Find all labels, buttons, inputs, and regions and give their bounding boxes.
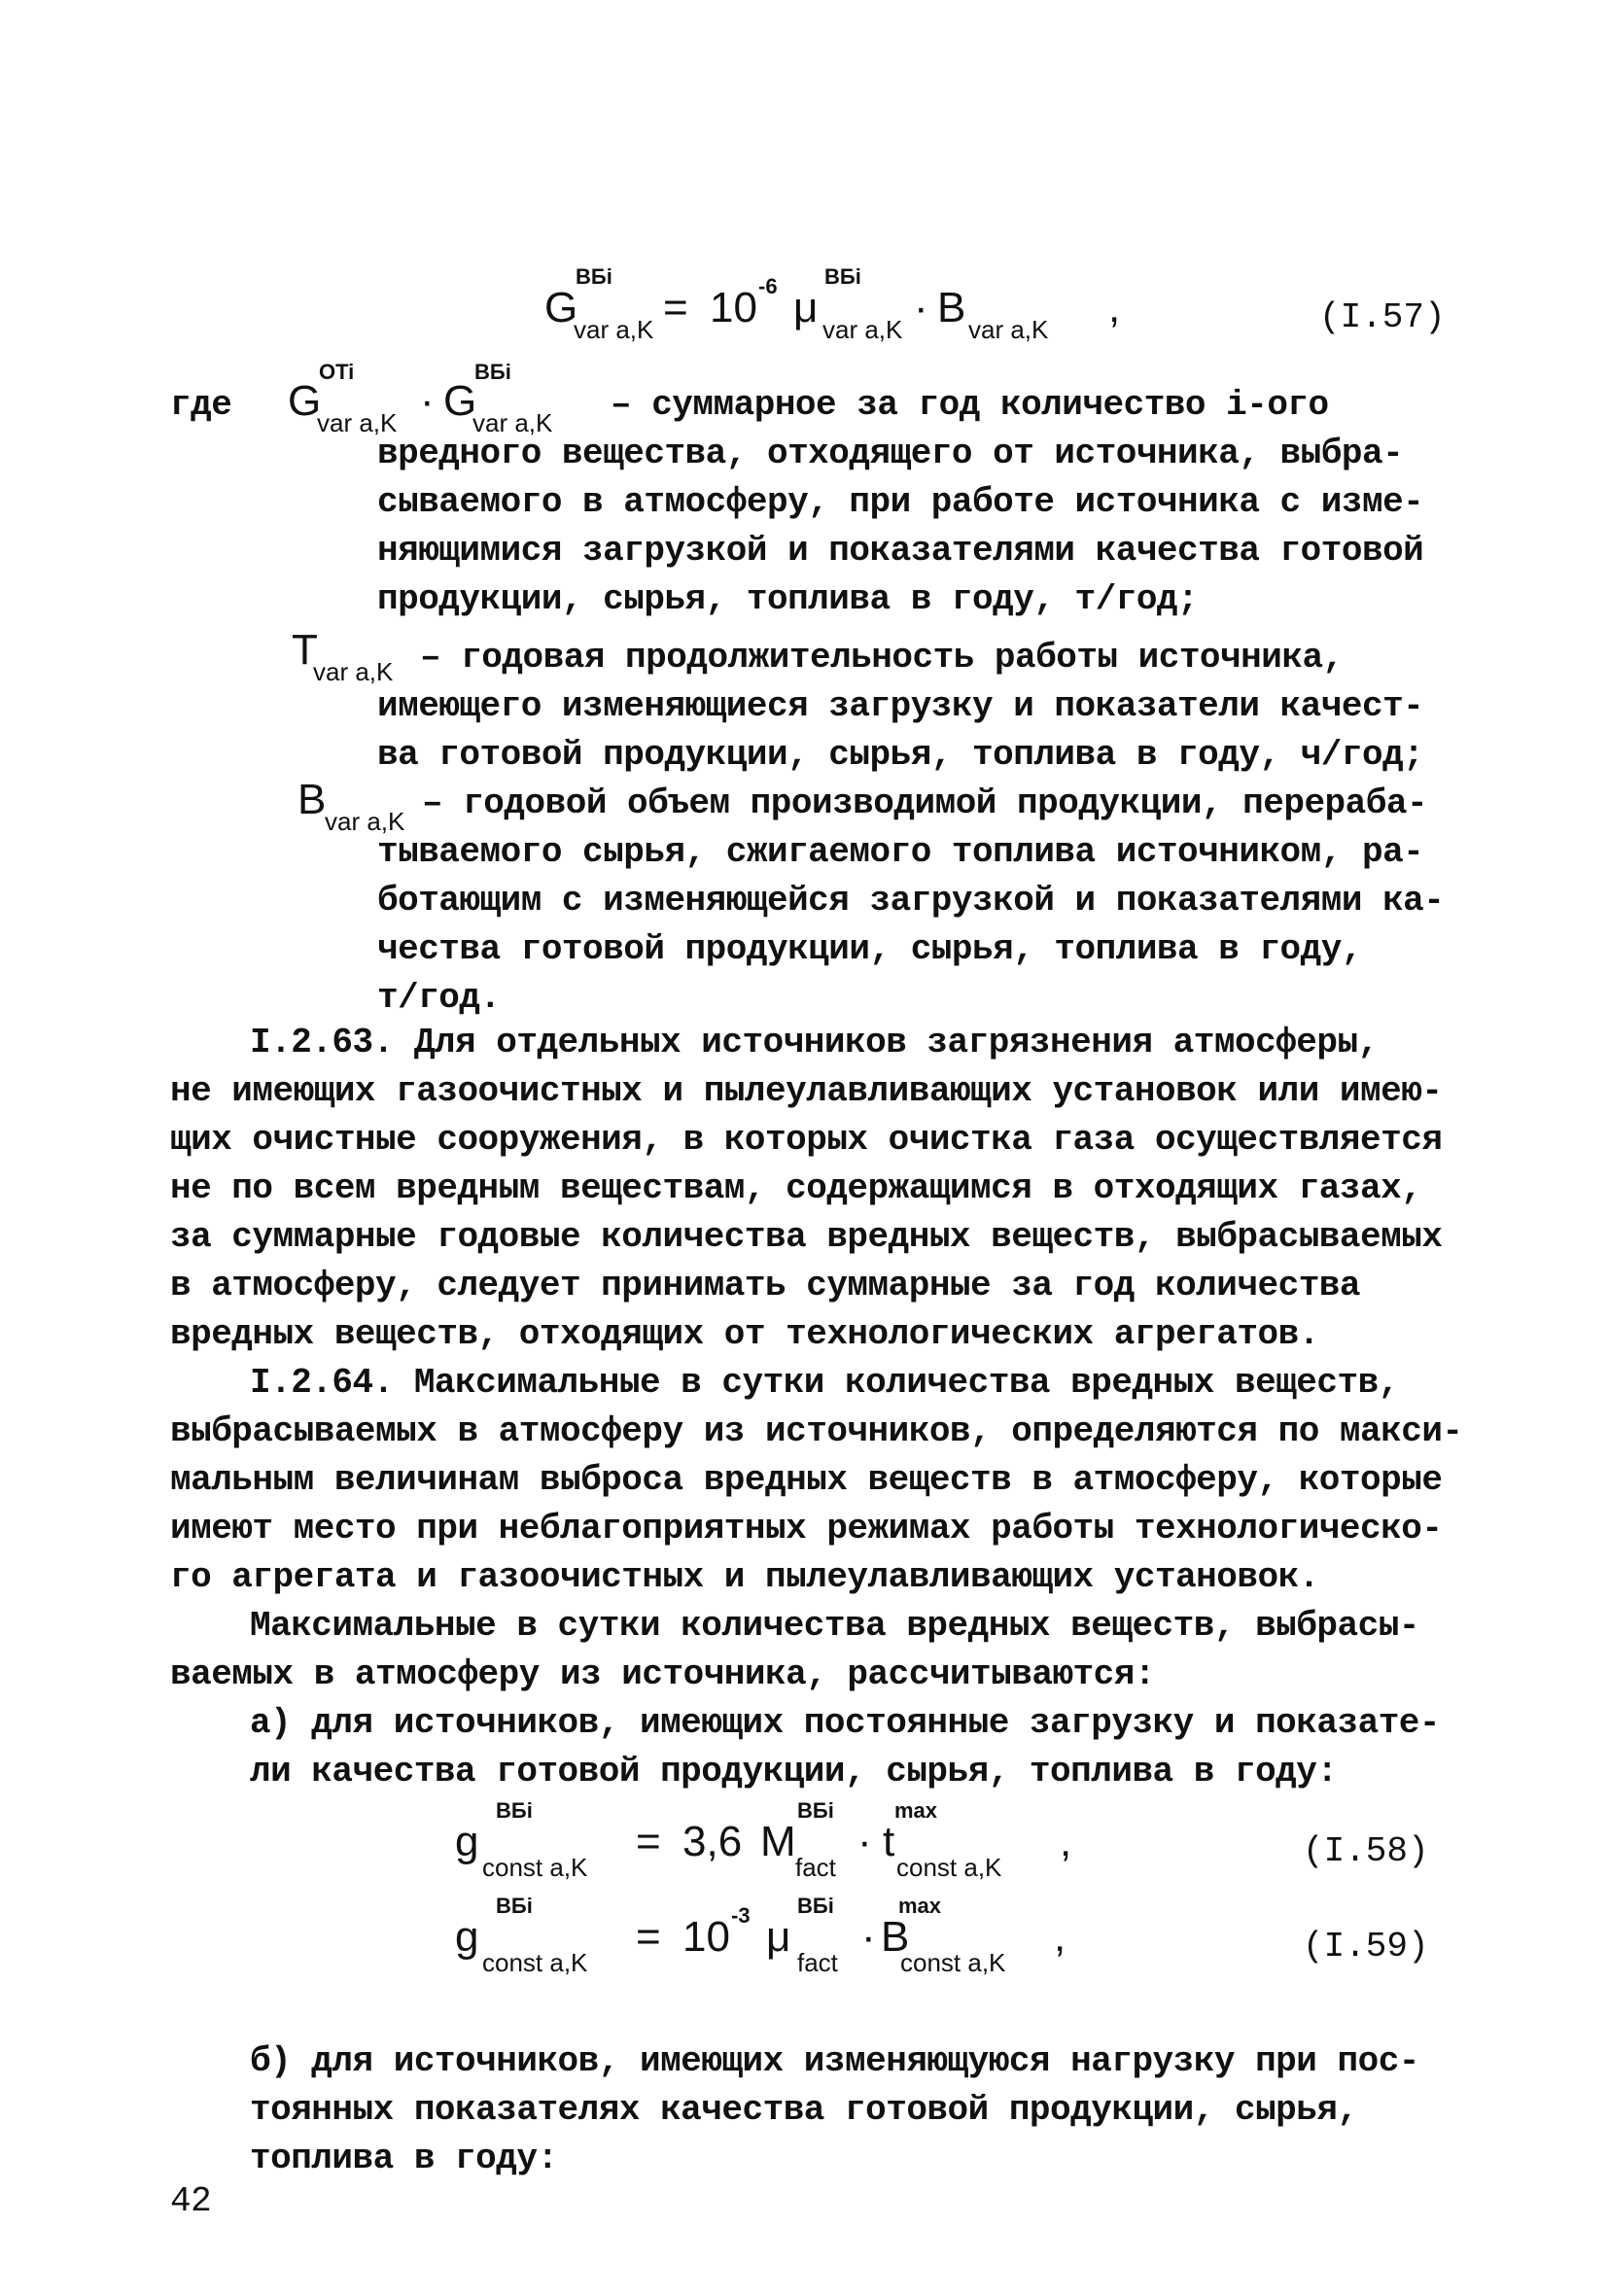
def2-line-0: – годовая продолжительность работы источника, — [420, 638, 1344, 678]
formula-i57-dot: · — [914, 284, 928, 331]
para-max-line-0: Максимальные в сутки количества вредных веществ, выбрасы- — [250, 1606, 1419, 1646]
formula-i59-mu-sub: fact — [797, 1948, 838, 1977]
formula-i58-t-sup: max — [894, 1798, 938, 1823]
para-1263-line-5: в атмосферу, следует принимать суммарные за год количества — [170, 1266, 1361, 1305]
item-a-line-1: ли качества готовой продукции, сырья, топлива в году: — [250, 1752, 1338, 1792]
formula-i57-lhs-sub: var a,K — [574, 315, 654, 344]
para-max-line-1: ваемых в атмосферу из источника, рассчитываются: — [170, 1654, 1155, 1694]
def3-sub: var a,K — [325, 807, 405, 836]
formula-i57-equals: = — [663, 284, 688, 331]
def2-line-1: имеющего изменяющиеся загрузку и показатели качест- — [377, 686, 1424, 726]
formula-i57-lhs-sup: ВБi — [576, 264, 612, 289]
formula-i59-b-sub: const a,K — [900, 1948, 1006, 1977]
def1-sym1: G — [288, 377, 322, 425]
def2-sub: var a,K — [313, 657, 394, 686]
formula-i58-dot: · — [857, 1818, 872, 1865]
formula-i59 — [455, 1894, 1447, 1981]
formula-i59-lhs: g — [455, 1913, 479, 1961]
para-1263-line-0: I.2.63. Для отдельных источников загрязнения атмосферы, — [250, 1023, 1379, 1062]
def3-line-3: чества готовой продукции, сырья, топлива в году, — [377, 929, 1362, 969]
formula-i59-dot: · — [861, 1913, 876, 1961]
def2-symbol — [292, 622, 418, 690]
def1-continuation — [377, 430, 1424, 624]
para-1263-line-4: за суммарные годовые количества вредных веществ, выбрасываемых — [170, 1217, 1443, 1257]
formula-i59-lhs-sup: ВБi — [496, 1894, 533, 1918]
formula-i58-t-sub: const a,K — [896, 1853, 1002, 1882]
item-b-line-2: топлива в году: — [250, 2139, 558, 2178]
def2-line-2: ва готовой продукции, сырья, топлива в году, ч/год; — [377, 735, 1424, 775]
def3-line-1: тываемого сырья, сжигаемого топлива источником, ра- — [377, 832, 1424, 872]
paragraph-1-2-64 — [170, 1359, 1463, 1602]
def2-sym: T — [292, 626, 318, 674]
para-1263-line-3: не по всем вредным веществам, содержащимся в отходящих газах, — [170, 1168, 1422, 1208]
def1-line-2: сываемого в атмосферу, при работе источника с изме- — [377, 482, 1424, 522]
formula-i59-b-sup: max — [898, 1894, 942, 1918]
item-b-line-1: тоянных показателях качества готовой продукции, сырья, — [250, 2090, 1358, 2130]
def1-sym1-sup: OTi — [319, 360, 355, 384]
para-1264-line-3: имеют место при неблагоприятных режимах работы технологическо- — [170, 1509, 1443, 1548]
formula-i59-mu: μ — [766, 1913, 791, 1961]
formula-i59-lhs-sub: const a,K — [482, 1948, 588, 1977]
def2-continuation — [377, 682, 1424, 780]
formula-i58 — [455, 1798, 1447, 1886]
item-a — [250, 1699, 1440, 1796]
paragraph-1-2-63 — [170, 1019, 1442, 1359]
formula-i58-equals: = — [636, 1818, 661, 1865]
def1-sym1-sub: var a,K — [317, 408, 398, 437]
def3-continuation — [377, 828, 1445, 1023]
formula-i58-coef: 3,6 — [682, 1818, 743, 1865]
para-1263-line-6: вредных веществ, отходящих от технологических агрегатов. — [170, 1314, 1319, 1354]
formula-i57-trail: , — [1108, 284, 1121, 331]
formula-i57-b-sub: var a,K — [968, 315, 1049, 344]
formula-i57-factor: 10 — [710, 284, 757, 331]
def1-line-3: няющимися загрузкой и показателями качества готовой — [377, 531, 1424, 571]
def3-sym: B — [297, 776, 327, 823]
formula-i57-b: B — [937, 284, 966, 331]
def1-line-1: вредного вещества, отходящего от источника, выбра- — [377, 434, 1404, 473]
formula-i57-number: (I.57) — [1319, 297, 1446, 337]
paragraph-max — [170, 1602, 1419, 1699]
formula-i58-lhs: g — [455, 1818, 479, 1865]
para-1263-line-1: не имеющих газоочистных и пылеулавливающих установок или имею- — [170, 1071, 1443, 1111]
para-1264-line-4: го агрегата и газоочистных и пылеулавливающих установок. — [170, 1557, 1319, 1597]
formula-i59-number: (I.59) — [1303, 1927, 1429, 1966]
para-1264-line-1: выбрасываемых в атмосферу из источников, определяются по макси- — [170, 1411, 1463, 1451]
def1-sep: · — [420, 377, 435, 425]
def1-line-4: продукции, сырья, топлива в году, т/год; — [377, 579, 1199, 619]
def1-sym2: G — [443, 377, 477, 425]
def3-line-2: ботающим с изменяющейся загрузкой и показателями ка- — [377, 881, 1445, 921]
formula-i57-mu-sup: ВБi — [824, 264, 861, 289]
formula-i58-m-sub: fact — [795, 1853, 836, 1882]
item-a-line-0: а) для источников, имеющих постоянные загрузку и показате- — [250, 1703, 1441, 1743]
def1-sym2-sup: ВБi — [474, 360, 511, 384]
formula-i58-m-sup: ВБi — [797, 1798, 834, 1823]
formula-i57-factor-exp: -6 — [758, 274, 778, 298]
def3-symbol — [297, 768, 424, 836]
page-number: 42 — [170, 2181, 212, 2221]
formula-i58-m: M — [760, 1818, 796, 1865]
formula-i59-trail: , — [1054, 1913, 1066, 1961]
def3-line-0: – годовой объем производимой продукции, перераба- — [422, 783, 1428, 823]
def1-sym2-sub: var a,K — [472, 408, 553, 437]
para-1264-line-2: мальным величинам выброса вредных веществ в атмосферу, которые — [170, 1460, 1443, 1500]
para-1263-line-2: щих очистные сооружения, в которых очистка газа осуществляется — [170, 1120, 1443, 1160]
formula-i59-factor-exp: -3 — [731, 1903, 751, 1928]
item-b-line-0: б) для источников, имеющих изменяющуюся нагрузку при пос- — [250, 2041, 1419, 2081]
def3-line-4: т/год. — [377, 978, 501, 1018]
formula-i57-mu: μ — [793, 284, 819, 331]
formula-i58-trail: , — [1060, 1818, 1072, 1865]
formula-i59-mu-sup: ВБi — [797, 1894, 834, 1918]
item-b — [250, 2037, 1419, 2183]
formula-i57 — [544, 264, 1446, 352]
formula-i58-lhs-sup: ВБi — [496, 1798, 533, 1823]
formula-i59-factor: 10 — [682, 1913, 730, 1961]
formula-i58-t: t — [883, 1818, 895, 1865]
para-1264-line-0: I.2.64. Максимальные в сутки количества вредных веществ, — [250, 1363, 1399, 1403]
formula-i57-lhs-symbol: G — [544, 284, 578, 331]
where-label: где — [170, 385, 232, 425]
formula-i57-mu-sub: var a,K — [822, 315, 903, 344]
def1-symbols — [288, 360, 579, 437]
formula-i59-b: B — [881, 1913, 910, 1961]
formula-i58-number: (I.58) — [1303, 1831, 1429, 1871]
def1-line-0: – суммарное за год количество i-ого — [611, 385, 1329, 425]
formula-i59-equals: = — [636, 1913, 661, 1961]
formula-i58-lhs-sub: const a,K — [482, 1853, 588, 1882]
